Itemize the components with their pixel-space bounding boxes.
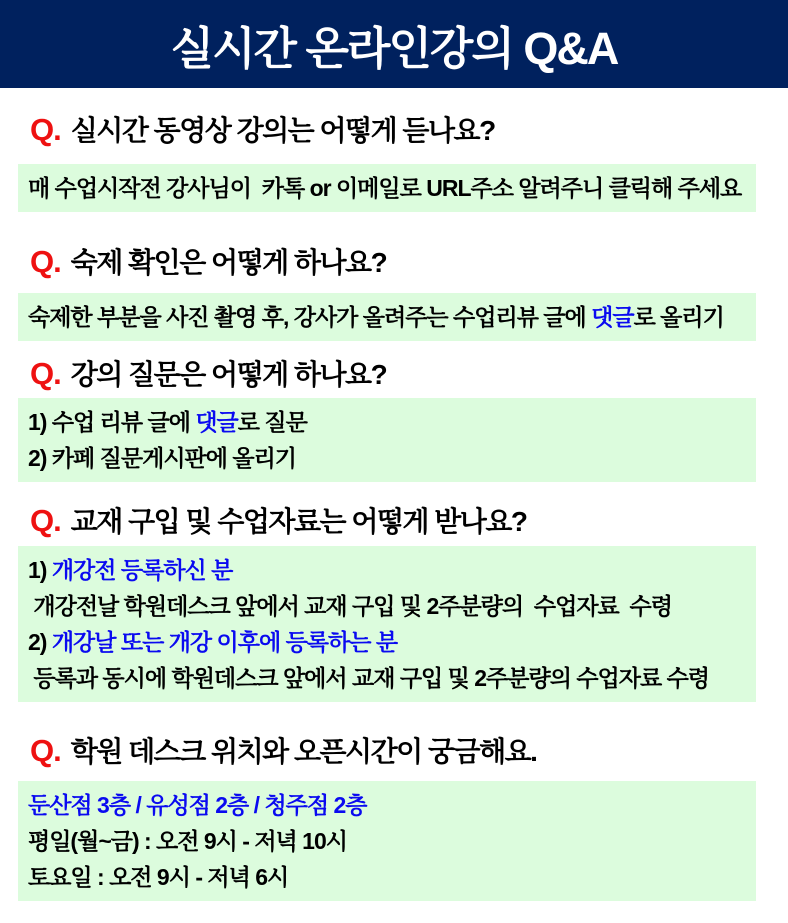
answer-text: 2) 카페 질문게시판에 올리기 xyxy=(28,445,297,471)
qa-section-lecture-questions xyxy=(0,354,788,482)
question-text: 학원 데스크 위치와 오픈시간이 궁금해요. xyxy=(70,736,537,767)
answer-line xyxy=(28,823,746,859)
qa-section-live-lecture xyxy=(0,110,788,212)
answer-box xyxy=(18,293,756,341)
question-text: 교재 구입 및 수업자료는 어떻게 받나요? xyxy=(70,506,527,537)
question-text: 숙제 확인은 어떻게 하나요? xyxy=(70,247,387,278)
question-mark: Q. xyxy=(30,244,61,279)
answer-text: 1) xyxy=(28,557,52,583)
answer-line xyxy=(28,588,746,624)
answer-text: 숙제한 부분을 사진 촬영 후, 강사가 올려주는 수업리뷰 글에 xyxy=(28,304,592,330)
qa-section-homework-check xyxy=(0,242,788,341)
answer-text: 토요일 : 오전 9시 - 저녁 6시 xyxy=(28,864,289,890)
answer-text: 평일(월~금) : 오전 9시 - 저녁 10시 xyxy=(28,828,347,854)
answer-line xyxy=(28,404,746,440)
answer-text: 2) xyxy=(28,629,52,655)
answer-line xyxy=(28,170,746,206)
qa-section-desk-location-hours xyxy=(0,731,788,901)
question-row xyxy=(30,731,768,772)
answer-box xyxy=(18,781,756,901)
answer-line xyxy=(28,787,746,823)
question-row xyxy=(30,110,768,151)
answer-text: 등록과 동시에 학원데스크 앞에서 교재 구입 및 2주분량의 수업자료 수령 xyxy=(28,665,710,691)
answer-text: 로 올리기 xyxy=(633,304,724,330)
answer-line xyxy=(28,440,746,476)
answer-box xyxy=(18,164,756,212)
answer-line xyxy=(28,624,746,660)
question-mark: Q. xyxy=(30,733,61,768)
answer-highlight-text: 개강전 등록하신 분 xyxy=(51,557,233,583)
question-mark: Q. xyxy=(30,356,61,391)
answer-box xyxy=(18,398,756,482)
question-row xyxy=(30,501,768,542)
answer-highlight-text: 개강날 또는 개강 이후에 등록하는 분 xyxy=(51,629,398,655)
qa-section-textbook-materials xyxy=(0,501,788,702)
answer-line xyxy=(28,660,746,696)
question-mark: Q. xyxy=(30,503,61,538)
question-row xyxy=(30,354,768,395)
page-header xyxy=(0,0,788,88)
answer-line xyxy=(28,552,746,588)
answer-line xyxy=(28,859,746,895)
answer-line xyxy=(28,299,746,335)
answer-highlight-text: 둔산점 3층 / 유성점 2층 / 청주점 2층 xyxy=(28,792,367,818)
answer-highlight-text: 댓글 xyxy=(591,304,634,330)
page-title: 실시간 온라인강의 Q&A xyxy=(170,22,618,74)
question-text: 강의 질문은 어떻게 하나요? xyxy=(70,359,387,390)
question-mark: Q. xyxy=(30,112,61,147)
qa-list xyxy=(0,110,788,901)
question-row xyxy=(30,242,768,283)
question-text: 실시간 동영상 강의는 어떻게 듣나요? xyxy=(70,115,495,146)
answer-box xyxy=(18,546,756,702)
answer-text: 1) 수업 리뷰 글에 xyxy=(28,409,196,435)
answer-text: 로 질문 xyxy=(237,409,307,435)
answer-highlight-text: 댓글 xyxy=(195,409,238,435)
answer-text: 매 수업시작전 강사님이 카톡 or 이메일로 URL주소 알려주니 클릭해 주세요 xyxy=(28,175,742,201)
answer-text: 개강전날 학원데스크 앞에서 교재 구입 및 2주분량의 수업자료 수령 xyxy=(28,593,672,619)
